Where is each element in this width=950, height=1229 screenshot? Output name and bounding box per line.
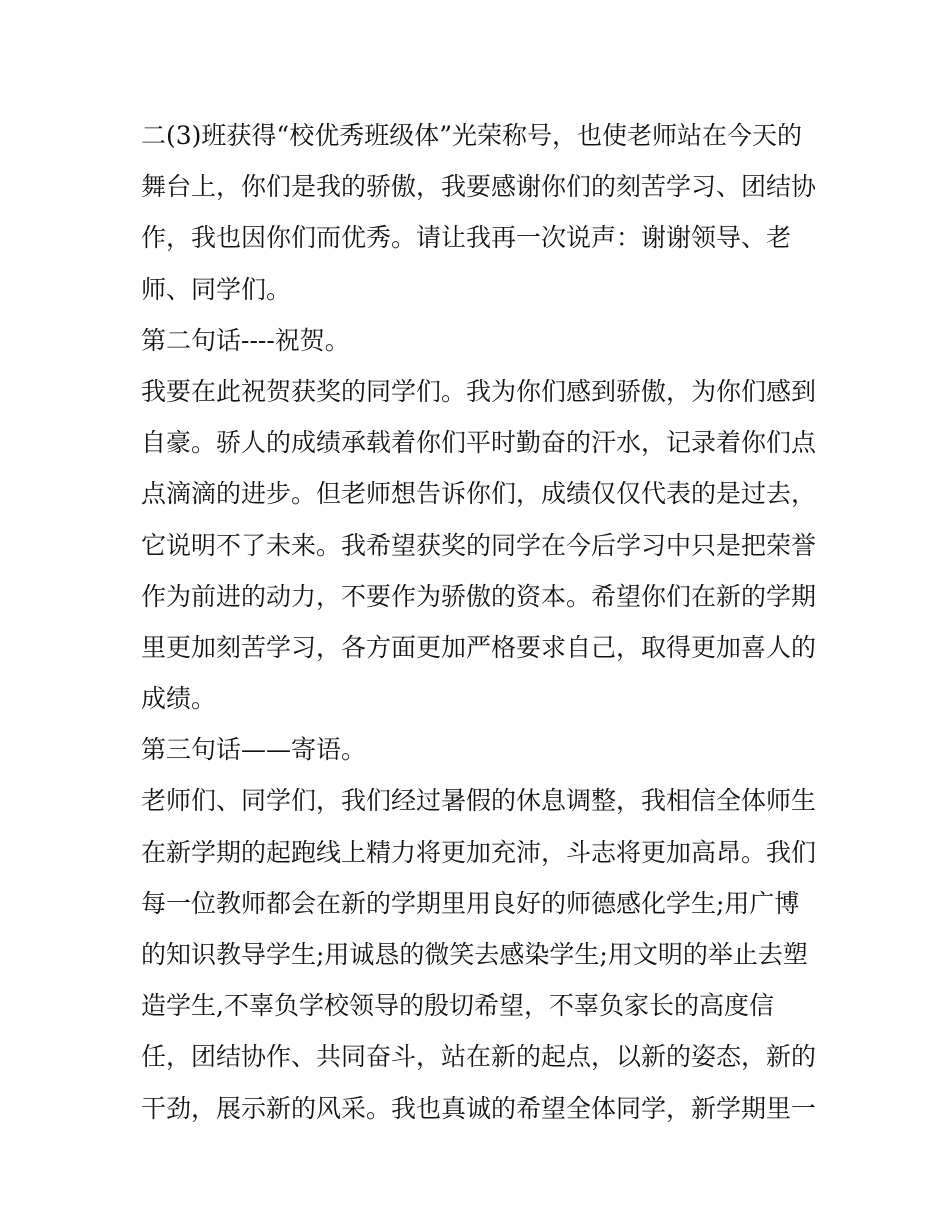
- text-line: 作，我也因你们而优秀。请让我再一次说声：谢谢领导、老: [141, 223, 792, 253]
- text-line: 造学生,不辜负学校领导的殷切希望，不辜负家长的高度信: [141, 991, 774, 1021]
- text-line: 点滴滴的进步。但老师想告诉你们，成绩仅仅代表的是过去，: [141, 479, 817, 509]
- text-line: 里更加刻苦学习，各方面更加严格要求自己，取得更加喜人的: [141, 632, 817, 662]
- text-line: 每一位教师都会在新的学期里用良好的师德感化学生;用广博: [141, 888, 800, 918]
- text-line: 师、同学们。: [141, 274, 292, 304]
- text-line: 在新学期的起跑线上精力将更加充沛，斗志将更加高昂。我们: [141, 837, 817, 867]
- text-line: 成绩。: [141, 684, 217, 714]
- section-heading-third: 第三句话——寄语。: [141, 735, 367, 765]
- text-line: 二(3)班获得“校优秀班级体”光荣称号，也使老师站在今天的: [141, 121, 802, 150]
- section-heading-second: 第二句话----祝贺。: [141, 325, 350, 355]
- text-line: 作为前进的动力，不要作为骄傲的资本。希望你们在新的学期: [141, 581, 817, 611]
- text-line: 的知识教导学生;用诚恳的微笑去感染学生;用文明的举止去塑: [141, 940, 808, 969]
- body-text: [141, 110, 821, 1134]
- text-line: 老师们、同学们，我们经过暑假的休息调整，我相信全体师生: [141, 786, 817, 816]
- text-line: 干劲，展示新的风采。我也真诚的希望全体同学，新学期里一: [141, 1093, 817, 1123]
- text-line: 它说明不了未来。我希望获奖的同学在今后学习中只是把荣誉: [141, 530, 817, 560]
- text-line: 自豪。骄人的成绩承载着你们平时勤奋的汗水，记录着你们点: [141, 428, 817, 458]
- text-line: 任，团结协作、共同奋斗，站在新的起点，以新的姿态，新的: [141, 1042, 817, 1072]
- text-line: 我要在此祝贺获奖的同学们。我为你们感到骄傲，为你们感到: [141, 376, 817, 406]
- text-line: 舞台上，你们是我的骄傲，我要感谢你们的刻苦学习、团结协: [141, 172, 817, 202]
